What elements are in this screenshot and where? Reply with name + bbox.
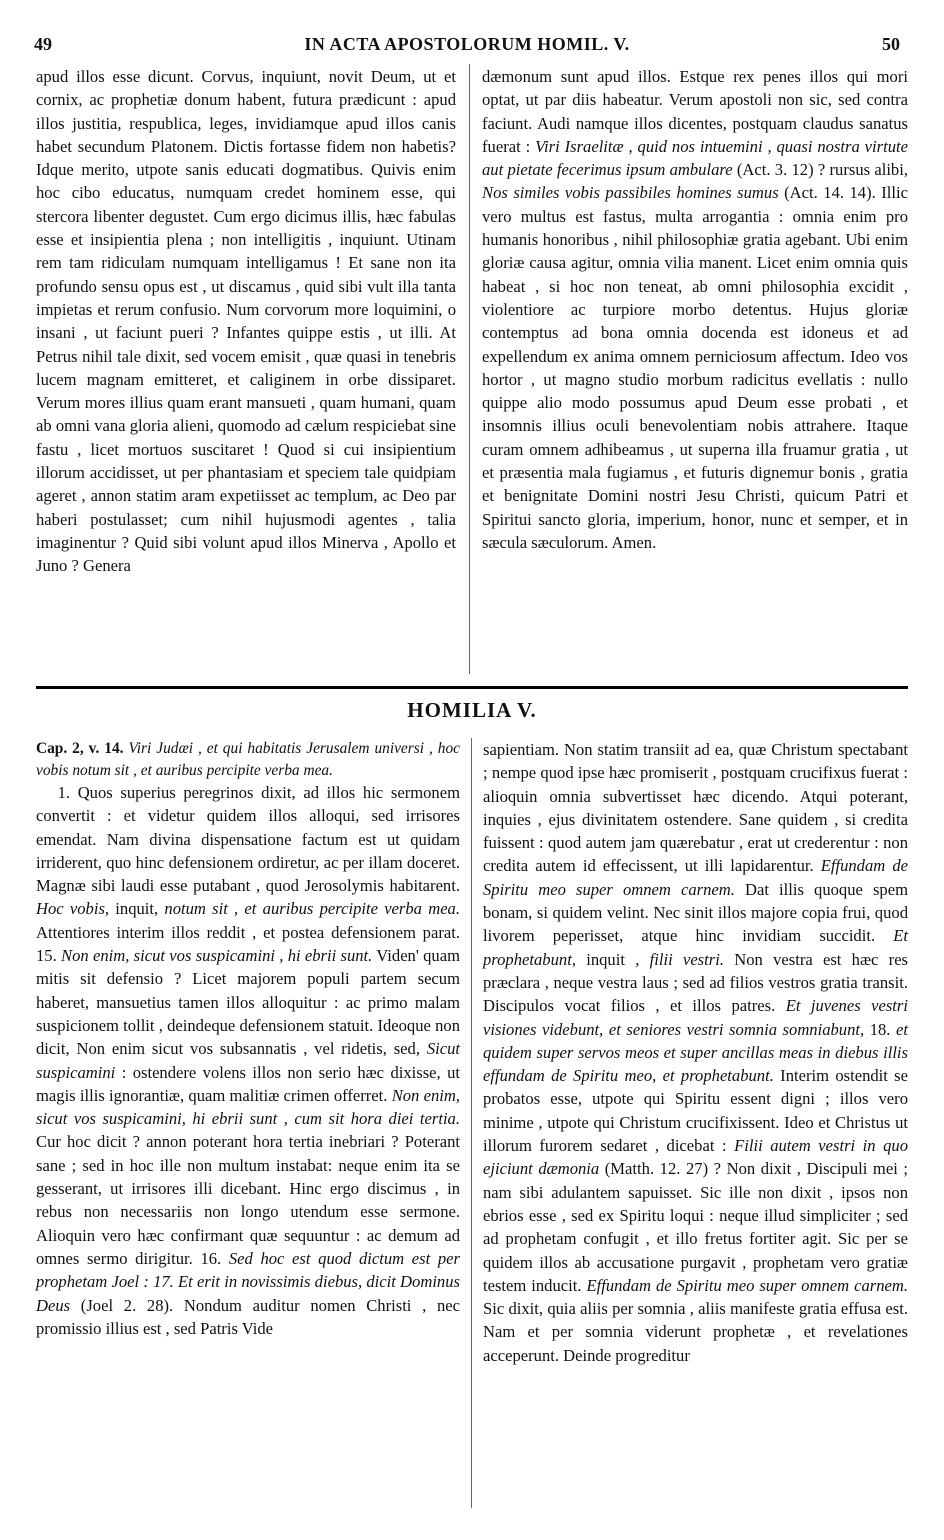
scripture-quote: Effundam de Spiritu meo super omnem carnem. (586, 1275, 908, 1295)
scripture-quote: Et prophetabunt (483, 926, 908, 969)
text-span: , inquit , (571, 949, 650, 969)
scripture-quote: notum sit , et auribus percipite verba mea. (164, 899, 460, 919)
text-span: 1. Quos superius peregrinos dixit, ad illos hic sermonem convertit : et videtur quidem illos alloqui, sed irrisores emendat. Nam divina dispensatione factum est ut quidam irriderent, quo hinc defensionem ordiretur, ac per illam doceret. Magnæ sibi laudi esse putabant , quod Jerosolymis habitarent. (36, 783, 460, 896)
column-divider-top (469, 64, 470, 674)
scripture-quote: Hoc vobis (36, 899, 105, 919)
scripture-quote: Nos similes vobis passibiles homines sumus (482, 183, 779, 203)
scripture-quote: Sicut suspicamini (36, 1039, 460, 1082)
text-span: 18. (864, 1019, 897, 1039)
section-rule (36, 686, 908, 689)
scripture-quote: et quidem super servos meos et super ancillas meas in diebus illis effundam de Spiritu meo, et prophetabunt. (483, 1019, 908, 1086)
scripture-quote: Sed hoc est quod dictum est per prophetam Joel : 17. Et erit in novissimis diebus, dicit Dominus Deus (36, 1248, 460, 1315)
text-span: (Joel 2. 28). Nondum auditur nomen Christi , nec promissio illius est , sed Patris Vide (36, 1295, 460, 1338)
chapter-text: Viri Judæi , et qui habitatis Jerusalem universi , hoc vobis notum sit , et auribus percipite verba mea. (36, 740, 460, 779)
text-span: (Matth. 12. 27) ? Non dixit , Discipuli mei ; nam sibi adulantem sapuisset. Sic ille non dixit , ipsos non ebrios esse , sed ex Spiritu loqui : neque illud simpliciter ; sed ad prophetam confugit , et illo fretus fortiter agit. Sic per se quidem illos ab accusatione purgavit , prophetam vero gratiæ testem inducit. (483, 1159, 908, 1295)
scripture-quote: Non enim, sicut vos suspicamini , hi ebrii sunt. (61, 946, 373, 966)
text-span: Viden' quam mitis sit defensio ? Licet majorem populi partem secum haberet, mansuetius tamen illos alloquitur : ac primo malam suspicionem tollit , deindeque defensionem statuit. Ideoque non dicit, Non enim sicut vos subsannatis , vel ridetis, sed, (36, 946, 460, 1059)
text-span: (Act. 3. 12) ? rursus alibi, (732, 160, 908, 180)
text-span: sapientiam. Non statim transiit ad ea, quæ Christum spectabant ; nempe quod ipse hæc promiserit , postquam crucifixus fuerat : alioquin omnia subvertisset hæc dicendo. Atqui poterant, inquies , ejus divinitatem ostendere. Sane quidem , si credita fuissent : quod autem jam quærebatur , erat ut crederentur : non credita autem id effecissent, ut illi lapidarentur. (483, 740, 908, 876)
running-title: IN ACTA APOSTOLORUM HOMIL. V. (304, 34, 630, 54)
bottom-right-column (483, 738, 908, 1367)
top-right-column (482, 65, 908, 554)
chapter-verse-heading (36, 738, 460, 781)
text-span: , inquit, (104, 899, 165, 919)
chapter-label: Cap. 2, v. 14. (36, 740, 124, 757)
text-span: (Act. 14. 14). Illic vero multus est fastus, multa arrogantia : omnia enim pro humanis honoribus , nihil philosophiæ gratia agebant. Ubi enim gloriæ causa agitur, omnia vilia manent. Licet enim omnia quis habeat , si hoc non teneat, ab omni philosophia excidit , violentiore ac turpiore morbo detentus. Hujus gloriæ contemptus ad bona omnia docenda est idoneus et ad expellendum ex anima omnem perniciosum affectum. Ideo vos hortor , ut magno studio morbum radicitus evellatis : nullo quippe alio modo possumus apud Deum esse probati , et insomnis illius oculi benevolentiam nobis attrahere. Itaque curam omnem adhibeamus , ut superna illa fruamur gratia , ut et præsentia mala fugiamus , et futuris dignemur bonis , gratia et benignitate Domini nostri Jesu Christi, quicum Patri et Spiritui sancto gloria, imperium, honor, nunc et semper, et in sæcula sæculorum. Amen. (482, 183, 908, 552)
homily-title: HOMILIA V. (407, 698, 537, 722)
scripture-quote: Et juvenes vestri visiones videbunt, et seniores vestri somnia somniabunt, (483, 996, 908, 1039)
left-page-number: 49 (34, 34, 52, 54)
text-span: Dat illis quoque spem bonam, si quidem velint. Nec sinit illos majore copia frui, quod livorem peperisset, atque hinc invidiam succidit. (483, 879, 908, 946)
scripture-quote: Effundam de Spiritu meo super omnem carnem. (483, 856, 908, 899)
scripture-quote: Viri Israelitæ , quid nos intuemini , quasi nostra virtute aut pietate fecerimus ipsum ambulare (482, 136, 908, 180)
text-span: Non vestra est hæc res præclara , neque vestra laus ; sed ad filios vestros gratia transit. Discipulos vocat filios , et illos patres. (483, 949, 909, 1016)
top-left-paragraph: apud illos esse dicunt. Corvus, inquiunt, novit Deum, ut et cornix, ac prophetiæ donum habent, futura prædicunt : apud illos justitia, respublica, leges, invidiamque apud illos canis habet secundum Platonem. Dictis fortasse fidem non habetis? Idque merito, utpote sanis educati dogmatibus. Quivis enim hoc cibo educatus, numquam credet hominem esse, qui stercora libenter degustet. Cum ergo dicimus illis, hæc fabulas esse et insipientia plena ; non intelligitis , inquiunt. Utinam rem tam ridiculam numquam intelligamus ! Et sane non ita profundo sensu opus est , ut discamus , quid sibi vult illa tanta impietas et rerum confusio. Num corvorum more loquimini, o insani , ut faciunt pueri ? Infantes quippe estis , ut illi. At Petrus nihil tale dixit, sed vocem emisit , quæ quasi in tenebris lucem magnam emitteret, et caliginem in orbe dissiparet. Verum mores illius quam erant mansueti , quam humani, quam ab omni vana gloria alieni, quomodo ad cælum respiciebat sine fastu , licet mortuos suscitaret ! Quod si cui insipientium illorum accidisset, ut per phantasiam et speciem tale quidpiam ageret , annon statim aram expetiisset ac templum, ac Deo par haberi postulasset; cum nihil hujusmodi agentes , talia imaginentur ? Quid sibi volunt apud illos Minerva , Apollo et Juno ? Genera (36, 67, 456, 576)
scripture-quote: filii vestri. (649, 949, 724, 969)
scripture-quote: Filii autem vestri in quo ejiciunt dæmonia (483, 1136, 908, 1179)
text-span: Attentiores interim illos reddit , et postea defensionem parat. 15. (36, 922, 460, 966)
top-left-column (36, 65, 456, 578)
column-divider-bottom (471, 738, 472, 1508)
text-span: dæmonum sunt apud illos. Estque rex penes illos qui mori optat, ut par diis habeatur. Verum apostoli non sic, sed contra faciunt. Audi namque illos dicentes, postquam claudus sanatus fuerat : (482, 67, 908, 156)
right-page-number: 50 (882, 34, 900, 54)
text-span: Cur hoc dicit ? annon poterant hora tertia inebriari ? Poterant sane ; sed in hoc ille non multum instabat: neque enim ita se gesserant, ut irrisores illi dicebant. Hinc ergo discimus , in rebus non necessariis non longo utendum esse sermone. Alioquin vero hæc confirmant quæ sequuntur : ac demum ad omnes sermo dirigitur. 16. (36, 1132, 460, 1268)
scripture-quote: Non enim, sicut vos suspicamini, hi ebrii sunt , cum sit hora diei tertia. (36, 1085, 460, 1129)
bottom-left-column (36, 738, 460, 1340)
bottom-left-paragraph (36, 781, 460, 1340)
page-header (34, 34, 900, 60)
top-right-paragraph (482, 65, 908, 554)
bottom-right-paragraph (483, 738, 908, 1367)
text-span: Interim ostendit se probatos esse, utpote qui Spiritu essent digni ; illos vero minime , utpote qui Christum crucifixissent. Ideo et Christus ut illorum furorem sedaret , dicebat : (483, 1066, 909, 1156)
text-span: Sic dixit, quia aliis per somnia , aliis manifeste gratia effusa est. Nam et per somnia viderunt prophetæ , et revelationes acceperunt. Deinde progreditur (483, 1299, 908, 1365)
text-span: : ostendere volens illos non serio hæc dixisse, ut magis illis ignorantiæ, quam malitiæ crimen offerret. (36, 1062, 460, 1105)
